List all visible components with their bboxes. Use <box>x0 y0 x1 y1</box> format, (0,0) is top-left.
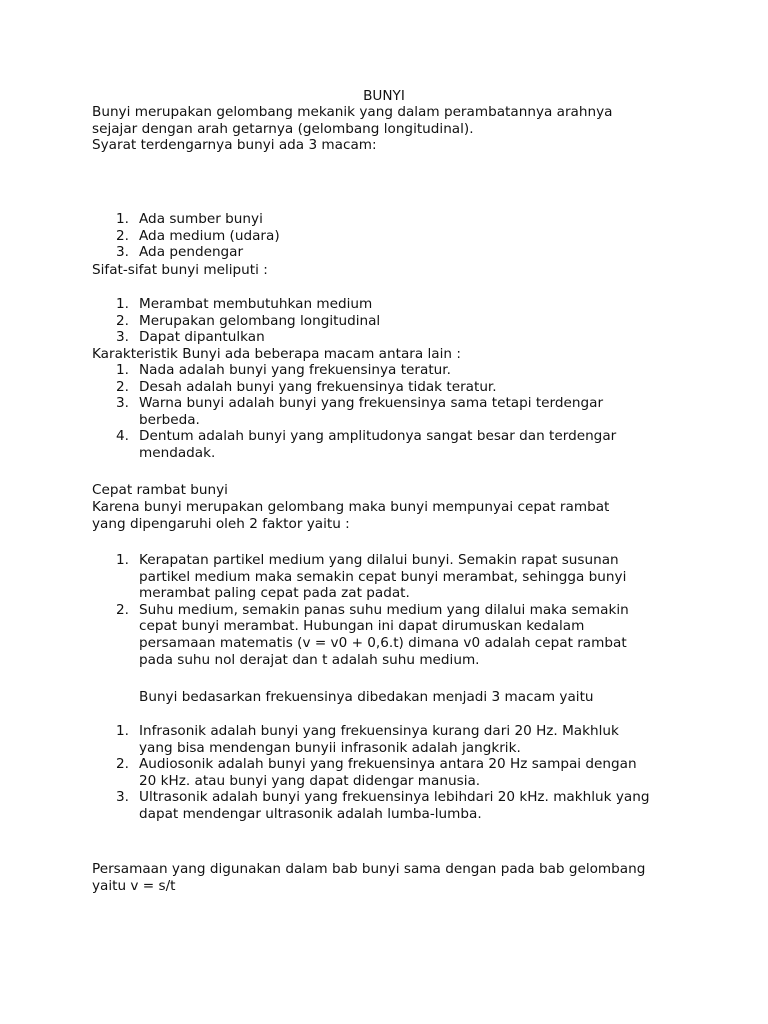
list-item <box>0 228 680 245</box>
list-number: 2. <box>116 227 129 244</box>
list-text: cepat bunyi merambat. Hubungan ini dapat dirumuskan kedalam <box>139 618 585 635</box>
list-number: 2. <box>116 756 129 773</box>
list-item <box>0 244 680 261</box>
intro-line: Bunyi merupakan gelombang mekanik yang dalam perambatannya arahnya <box>92 104 613 120</box>
list-number: 3. <box>116 395 129 412</box>
karakteristik-list <box>0 362 680 462</box>
paragraph-line: yang dipengaruhi oleh 2 faktor yaitu : <box>92 515 350 532</box>
list-item <box>0 211 680 228</box>
list-text: Warna bunyi adalah bunyi yang frekuensinya sama tetapi terdengar <box>139 395 604 412</box>
list-text: partikel medium maka semakin cepat bunyi merambat, sehingga bunyi <box>139 568 627 585</box>
list-text: 20 kHz. atau bunyi yang dapat didengar manusia. <box>139 772 481 789</box>
list-number: 1. <box>116 362 129 378</box>
list-text: Ada medium (udara) <box>139 227 280 244</box>
list-number: 3. <box>116 244 129 261</box>
list-number: 1. <box>116 723 129 739</box>
list-item <box>0 723 680 756</box>
list-number: 2. <box>116 601 129 618</box>
list-text: Dapat dipantulkan <box>139 329 265 346</box>
list-text: merambat paling cepat pada zat padat. <box>139 585 410 602</box>
karakteristik-heading: Karakteristik Bunyi ada beberapa macam antara lain : <box>92 346 461 362</box>
persamaan-paragraph <box>92 861 712 894</box>
list-item <box>0 379 680 396</box>
list-item <box>0 428 680 461</box>
paragraph-line: Karena bunyi merupakan gelombang maka bunyi mempunyai cepat rambat <box>92 499 610 515</box>
list-text: mendadak. <box>139 444 216 461</box>
list-text: persamaan matematis (v = v0 + 0,6.t) dimana v0 adalah cepat rambat <box>139 634 627 651</box>
list-number: 3. <box>116 789 129 806</box>
cepat-heading: Cepat rambat bunyi <box>92 482 228 498</box>
list-text: Infrasonik adalah bunyi yang frekuensinya kurang dari 20 Hz. Makhluk <box>139 723 619 739</box>
list-text: Merupakan gelombang longitudinal <box>139 312 381 329</box>
list-text: Ada pendengar <box>139 244 244 261</box>
list-text: Kerapatan partikel medium yang dilalui bunyi. Semakin rapat susunan <box>139 552 619 568</box>
list-text: Desah adalah bunyi yang frekuensinya tidak teratur. <box>139 378 497 395</box>
list-text: dapat mendengar ultrasonik adalah lumba-lumba. <box>139 805 482 822</box>
list-number: 2. <box>116 312 129 329</box>
frekuensi-list <box>0 723 680 823</box>
list-text: Ultrasonik adalah bunyi yang frekuensinya lebihdari 20 kHz. makhluk yang <box>139 789 650 806</box>
list-number: 2. <box>116 378 129 395</box>
sifat-list <box>0 296 680 346</box>
list-text: yang bisa mendengan bunyii infrasonik adalah jangkrik. <box>139 739 521 756</box>
faktor-list <box>0 552 680 668</box>
intro-paragraph <box>92 104 692 154</box>
paragraph-line: yaitu v = s/t <box>92 877 176 894</box>
list-text: Merambat membutuhkan medium <box>139 296 373 312</box>
intro-line: Syarat terdengarnya bunyi ada 3 macam: <box>92 137 377 154</box>
intro-line: sejajar dengan arah getarnya (gelombang longitudinal). <box>92 120 474 137</box>
paragraph-line: Persamaan yang digunakan dalam bab bunyi sama dengan pada bab gelombang <box>92 861 646 877</box>
list-item <box>0 789 680 822</box>
cepat-intro <box>92 499 692 532</box>
list-text: Suhu medium, semakin panas suhu medium yang dilalui maka semakin <box>139 601 629 618</box>
list-number: 3. <box>116 329 129 346</box>
list-text: pada suhu nol derajat dan t adalah suhu medium. <box>139 651 480 668</box>
list-number: 4. <box>116 428 129 445</box>
list-item <box>0 362 680 379</box>
list-text: Ada sumber bunyi <box>139 211 263 227</box>
list-text: Dentum adalah bunyi yang amplitudonya sangat besar dan terdengar <box>139 428 617 445</box>
frekuensi-heading: Bunyi bedasarkan frekuensinya dibedakan menjadi 3 macam yaitu <box>139 689 594 705</box>
list-text: berbeda. <box>139 411 200 428</box>
list-item <box>0 395 680 428</box>
list-item <box>0 313 680 330</box>
list-item <box>0 602 680 668</box>
document-title: BUNYI <box>363 88 405 104</box>
list-number: 1. <box>116 552 129 568</box>
list-item <box>0 552 680 602</box>
list-number: 1. <box>116 296 129 312</box>
list-text: Audiosonik adalah bunyi yang frekuensinya antara 20 Hz sampai dengan <box>139 756 637 773</box>
list-item <box>0 329 680 346</box>
list-number: 1. <box>116 211 129 227</box>
sifat-heading: Sifat-sifat bunyi meliputi : <box>92 262 268 278</box>
syarat-list <box>0 211 680 261</box>
list-text: Nada adalah bunyi yang frekuensinya teratur. <box>139 362 451 378</box>
list-item <box>0 756 680 789</box>
list-item <box>0 296 680 313</box>
